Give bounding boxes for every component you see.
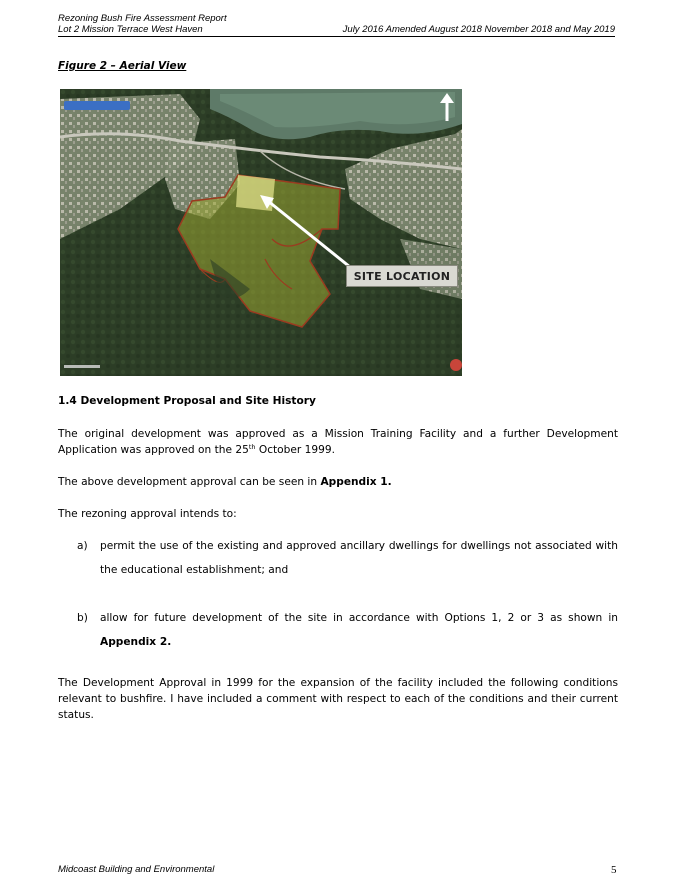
footer-company: Midcoast Building and Environmental <box>58 864 215 875</box>
paragraph-intent: The rezoning approval intends to: <box>58 508 237 520</box>
report-location: Lot 2 Mission Terrace West Haven <box>58 24 203 35</box>
aerial-image <box>60 89 462 376</box>
map-search-bar <box>64 101 130 110</box>
paragraph-approval-part2: October 1999. <box>255 444 335 456</box>
aerial-photo <box>60 89 462 376</box>
page-number: 5 <box>611 864 617 876</box>
appendix-2-ref: Appendix 2. <box>100 636 172 648</box>
list-item <box>58 534 618 582</box>
list-marker: b) <box>77 612 88 624</box>
ordinal-suffix: th <box>248 443 256 451</box>
report-title: Rezoning Bush Fire Assessment Report <box>58 13 227 24</box>
report-dates: July 2016 Amended August 2018 November 2018 and May 2019 <box>342 24 615 35</box>
paragraph-approval <box>58 426 618 458</box>
appendix-1-ref: Appendix 1. <box>320 476 392 488</box>
page-header <box>58 13 615 37</box>
list-marker: a) <box>77 540 88 552</box>
section-heading: 1.4 Development Proposal and Site History <box>58 395 316 407</box>
site-location-label: SITE LOCATION <box>346 265 458 287</box>
list-item-text-part: allow for future development of the site in accordance with Options 1, 2 or 3 as shown in <box>100 612 618 624</box>
header-line-2 <box>58 24 615 35</box>
list-item-text: permit the use of the existing and approved ancillary dwellings for dwellings not associated with the educational establishment; and <box>100 540 618 576</box>
paragraph-appendix <box>58 474 618 490</box>
paragraph-conditions: The Development Approval in 1999 for the expansion of the facility included the following conditions relevant to bushfire. I have included a comment with respect to each of the conditions and their current status. <box>58 677 618 721</box>
list-item-text <box>100 606 618 654</box>
paragraph-appendix-text: The above development approval can be seen in <box>58 476 321 488</box>
list-item <box>58 606 618 654</box>
figure-caption: Figure 2 – Aerial View <box>58 60 187 72</box>
paragraph-approval-part1: The original development was approved as a Mission Training Facility and a further Development Application was approved on the 25 <box>58 428 618 456</box>
